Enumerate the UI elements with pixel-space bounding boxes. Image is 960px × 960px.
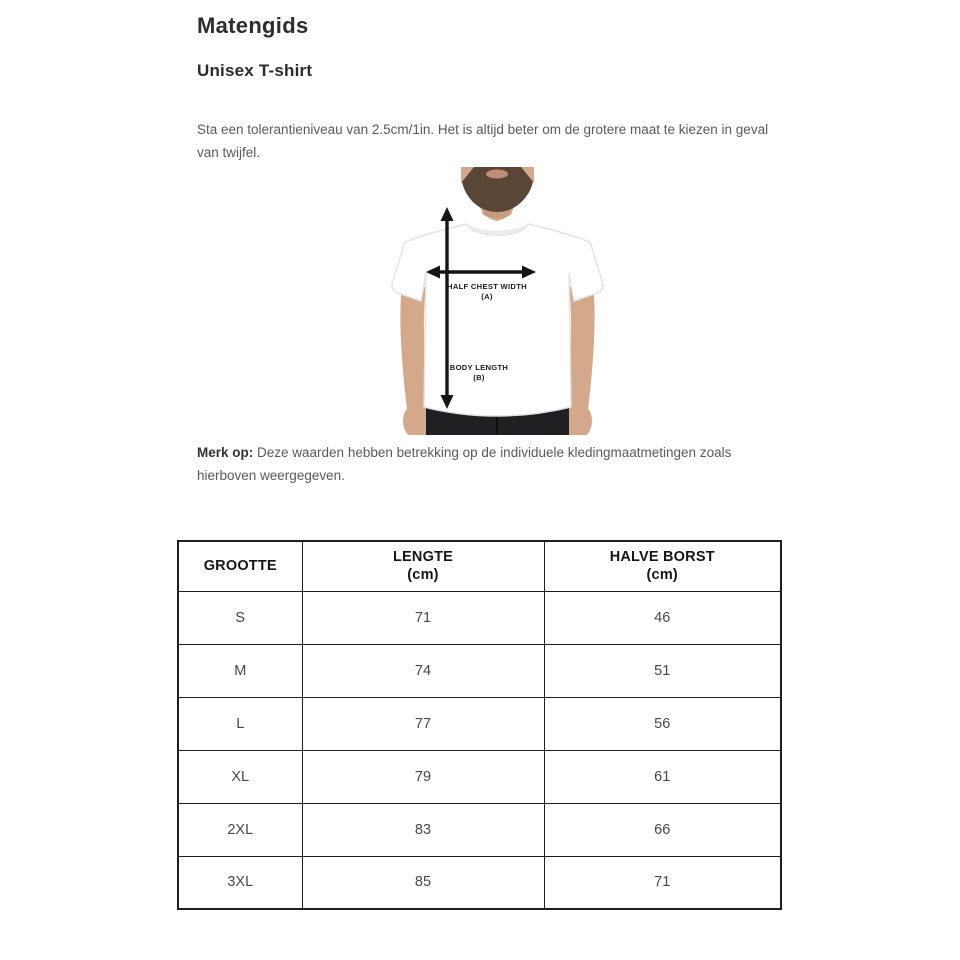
half-chest-cell: 46 xyxy=(544,591,781,644)
table-row xyxy=(178,644,781,697)
column-header-size xyxy=(178,541,302,591)
body-length-key: (B) xyxy=(473,373,485,382)
table-row xyxy=(178,750,781,803)
half-chest-cell: 61 xyxy=(544,750,781,803)
size-table-body xyxy=(178,591,781,909)
length-cell: 83 xyxy=(302,803,544,856)
column-unit: (cm) xyxy=(407,567,439,584)
tshirt-measurement-figure xyxy=(390,167,605,435)
column-label: GROOTTE xyxy=(203,558,277,575)
size-table xyxy=(177,540,782,910)
tshirt-diagram xyxy=(390,167,605,435)
half-chest-key: (A) xyxy=(481,292,493,301)
intro-line-1: Sta een tolerantieniveau van 2.5cm/1in. Het is altijd beter om de grotere maat te kiezen in geval xyxy=(197,122,769,137)
table-row xyxy=(178,591,781,644)
body-length-label: BODY LENGTH xyxy=(449,363,509,372)
note-text xyxy=(197,441,731,487)
note-line-1: Deze waarden hebben betrekking op de individuele kledingmaatmetingen zoals xyxy=(253,445,732,460)
tolerance-intro-text xyxy=(197,118,768,164)
length-cell: 79 xyxy=(302,750,544,803)
half-chest-cell: 56 xyxy=(544,697,781,750)
size-cell: M xyxy=(178,644,302,697)
size-cell: S xyxy=(178,591,302,644)
size-cell: XL xyxy=(178,750,302,803)
column-header-half-chest xyxy=(544,541,781,591)
column-label: HALVE BORST xyxy=(609,549,715,566)
length-cell: 77 xyxy=(302,697,544,750)
half-chest-cell: 71 xyxy=(544,856,781,909)
note-line-2: hierboven weergegeven. xyxy=(197,468,345,483)
length-cell: 85 xyxy=(302,856,544,909)
size-cell: 2XL xyxy=(178,803,302,856)
header-row xyxy=(178,541,781,591)
arrow-head-up-icon xyxy=(441,207,454,221)
product-subtitle: Unisex T-shirt xyxy=(197,61,313,80)
half-chest-label: HALF CHEST WIDTH xyxy=(447,282,527,291)
column-unit: (cm) xyxy=(646,567,678,584)
size-cell: L xyxy=(178,697,302,750)
size-table-header xyxy=(178,541,781,591)
table-row xyxy=(178,697,781,750)
intro-line-2: van twijfel. xyxy=(197,145,261,160)
column-label: LENGTE xyxy=(392,549,453,566)
page-title: Matengids xyxy=(197,13,309,38)
note-label: Merk op: xyxy=(197,445,254,460)
lips xyxy=(486,170,508,179)
length-cell: 74 xyxy=(302,644,544,697)
length-cell: 71 xyxy=(302,591,544,644)
size-cell: 3XL xyxy=(178,856,302,909)
table-row xyxy=(178,803,781,856)
half-chest-cell: 66 xyxy=(544,803,781,856)
table-row xyxy=(178,856,781,909)
half-chest-cell: 51 xyxy=(544,644,781,697)
column-header-length xyxy=(302,541,544,591)
